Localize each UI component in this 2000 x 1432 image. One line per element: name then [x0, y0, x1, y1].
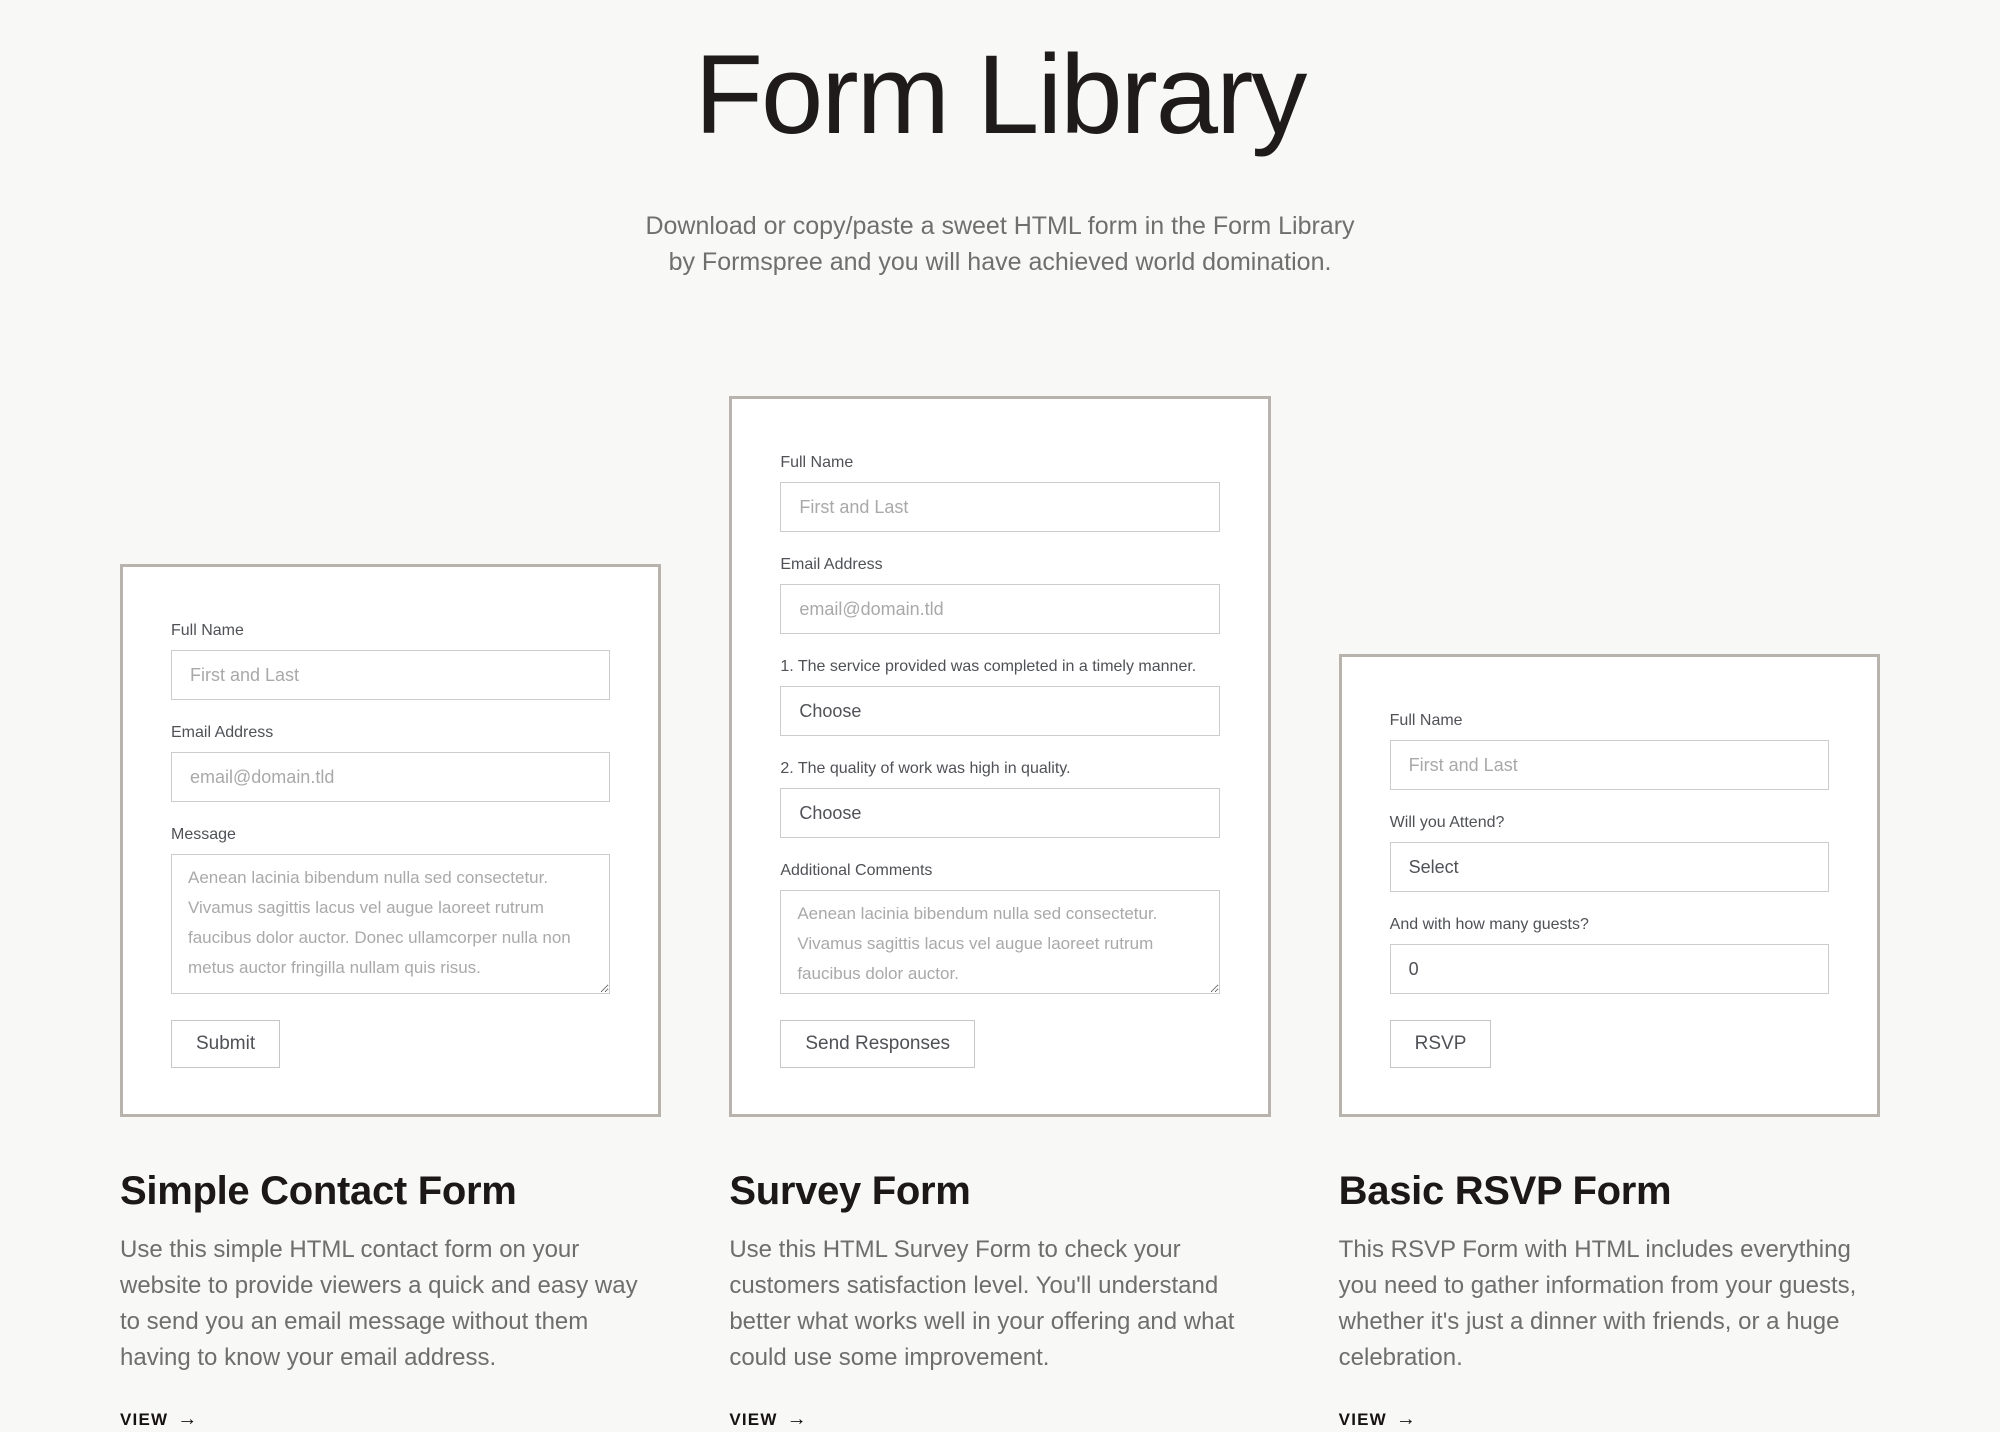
- email-field-group: [171, 722, 610, 802]
- form-description-row: [120, 1169, 1880, 1431]
- timely-question-group: [780, 656, 1219, 736]
- quality-question-group: [780, 758, 1219, 838]
- email-input[interactable]: [780, 584, 1219, 634]
- form-preview-row: [120, 396, 1880, 1117]
- page-title: Form Library: [694, 32, 1306, 157]
- full-name-field-group: [171, 620, 610, 700]
- view-link-label: VIEW: [729, 1409, 778, 1429]
- view-link[interactable]: [120, 1408, 197, 1431]
- comments-label: Additional Comments: [780, 862, 933, 880]
- rsvp-form-card: [1339, 654, 1880, 1117]
- full-name-input[interactable]: [171, 650, 610, 700]
- full-name-input[interactable]: [780, 482, 1219, 532]
- full-name-input[interactable]: [1390, 740, 1829, 790]
- view-link[interactable]: [1339, 1408, 1416, 1431]
- email-label: Email Address: [780, 556, 883, 574]
- view-link-label: VIEW: [1338, 1409, 1387, 1429]
- card-description: Use this HTML Survey Form to check your customers satisfaction level. You'll understand better what works well in your offering and what could use some improvement.: [729, 1236, 1235, 1372]
- card-heading: Simple Contact Form: [120, 1169, 517, 1214]
- card-heading: Survey Form: [729, 1169, 971, 1214]
- email-field-group: [780, 554, 1219, 634]
- message-textarea[interactable]: [171, 854, 610, 994]
- full-name-field-group: [1390, 710, 1829, 790]
- contact-form-info: [120, 1169, 661, 1431]
- comments-field-group: [780, 860, 1219, 994]
- timely-question-label: 1. The service provided was completed in a timely manner.: [780, 658, 1197, 676]
- arrow-right-icon: →: [1395, 1408, 1416, 1431]
- guests-label: And with how many guests?: [1389, 916, 1589, 934]
- card-heading: Basic RSVP Form: [1338, 1169, 1672, 1214]
- view-link-label: VIEW: [120, 1409, 169, 1429]
- attend-field-group: [1390, 812, 1829, 892]
- subtitle-line-1: Download or copy/paste a sweet HTML form in the Form Library: [645, 212, 1355, 241]
- survey-form-info: [729, 1169, 1270, 1431]
- full-name-label: Full Name: [171, 622, 244, 640]
- arrow-right-icon: →: [786, 1408, 807, 1431]
- rsvp-form-info: [1339, 1169, 1880, 1431]
- email-input[interactable]: [171, 752, 610, 802]
- submit-button[interactable]: Submit: [171, 1020, 280, 1068]
- quality-select[interactable]: [780, 788, 1219, 838]
- subtitle-line-2: by Formspree and you will have achieved world domination.: [668, 248, 1332, 277]
- guests-field-group: [1390, 914, 1829, 994]
- view-link[interactable]: [729, 1408, 806, 1431]
- message-label: Message: [171, 826, 236, 844]
- full-name-label: Full Name: [1389, 712, 1463, 730]
- comments-textarea[interactable]: [780, 890, 1219, 994]
- attend-label: Will you Attend?: [1389, 814, 1505, 832]
- survey-form-card: [729, 396, 1270, 1117]
- send-responses-button[interactable]: Send Responses: [780, 1020, 975, 1068]
- full-name-label: Full Name: [780, 454, 854, 472]
- attend-select[interactable]: [1390, 842, 1829, 892]
- contact-form-card: [120, 564, 661, 1117]
- full-name-field-group: [780, 452, 1219, 532]
- quality-question-label: 2. The quality of work was high in quality.: [780, 760, 1071, 778]
- message-field-group: [171, 824, 610, 994]
- email-label: Email Address: [171, 724, 274, 742]
- arrow-right-icon: →: [177, 1408, 198, 1431]
- page-subtitle: [0, 208, 2000, 280]
- card-description: This RSVP Form with HTML includes everything you need to gather information from your guests, whether it's just a dinner with friends, or a huge celebration.: [1338, 1236, 1857, 1372]
- card-description: Use this simple HTML contact form on your website to provide viewers a quick and easy way to send you an email message without them having to know your email address.: [120, 1236, 638, 1372]
- guests-number-input[interactable]: [1390, 944, 1829, 994]
- timely-select[interactable]: [780, 686, 1219, 736]
- hero-section: [0, 0, 2000, 280]
- rsvp-button[interactable]: RSVP: [1390, 1020, 1492, 1068]
